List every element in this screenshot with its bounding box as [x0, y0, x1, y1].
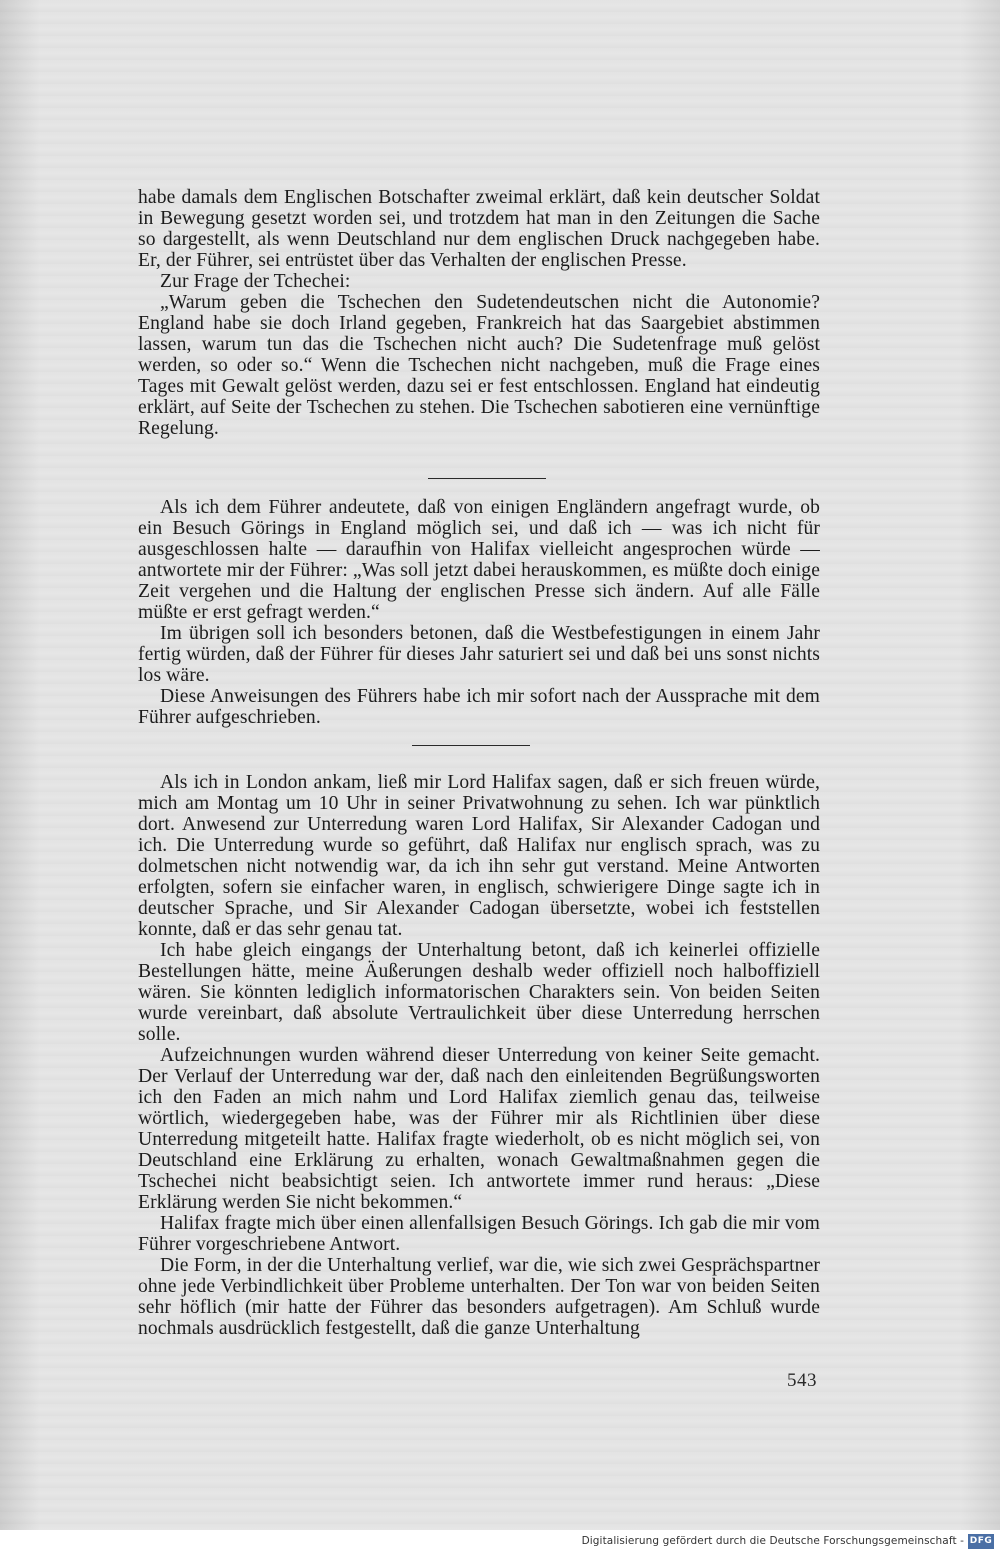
paragraph: Diese Anweisungen des Führers habe ich mir sofort nach der Aussprache mit dem Führer aufgeschrieben. [138, 686, 820, 728]
dfg-logo-icon: DFG [968, 1534, 994, 1549]
paragraph: Als ich in London ankam, ließ mir Lord Halifax sagen, daß er sich freuen würde, mich am Montag um 10 Uhr in seiner Privatwohnung zu sehen. Ich war pünktlich dort. Anwesend zur Unterredung waren Lord Halifax, Sir Alexander Cadogan und ich. Die Unterredung wurde so geführt, daß Halifax nur englisch sprach, was zu dolmetschen nicht notwendig war, da ich ihn sehr gut verstand. Meine Antworten erfolgten, sofern sie einfacher waren, in englisch, schwierigere Dinge sagte ich in deutscher Sprache, und Sir Alexander Cadogan übersetzte, wobei ich feststellen konnte, daß er das sehr genau tat. [138, 772, 820, 940]
paragraph: Als ich dem Führer andeutete, daß von einigen Engländern angefragt wurde, ob ein Besuch Görings in England möglich sei, und daß ich — was ich nicht für ausgeschlossen halte — daraufhin von Halifax vielleicht angesprochen würde — antwortete mir der Führer: „Was soll jetzt dabei herauskommen, es müßte doch einige Zeit vergehen und die Haltung der englischen Presse sich ändern. Auf alle Fälle müßte er erst gefragt werden.“ [138, 497, 820, 623]
section-separator [428, 478, 546, 479]
text-section-1 [138, 187, 820, 439]
digitization-footer [0, 1530, 1000, 1554]
footer-credit-text: Digitalisierung gefördert durch die Deutsche Forschungsgemeinschaft - [581, 1535, 964, 1547]
paragraph: habe damals dem Englischen Botschafter zweimal erklärt, daß kein deutscher Soldat in Bewegung gesetzt worden sei, und trotzdem hat man in den Zeitungen die Sache so dargestellt, als wenn Deutschland nur dem englischen Druck nachgegeben habe. Er, der Führer, sei entrüstet über das Verhalten der englischen Presse. [138, 187, 820, 271]
paragraph: Aufzeichnungen wurden während dieser Unterredung von keiner Seite gemacht. Der Verlauf der Unterredung war der, daß nach den einleitenden Begrüßungsworten ich den Faden an mich nahm und Lord Halifax ziemlich genau das, teilweise wörtlich, wiedergegeben habe, was der Führer mir als Richtlinien über diese Unterredung mitgeteilt hatte. Halifax fragte wiederholt, ob es nicht möglich sei, von Deutschland eine Erklärung zu erhalten, wonach Gewaltmaßnahmen gegen die Tschechei nicht beabsichtigt seien. Ich antwortete immer rund heraus: „Diese Erklärung werden Sie nicht bekommen.“ [138, 1045, 820, 1213]
page-number: 543 [787, 1370, 817, 1391]
paragraph: „Warum geben die Tschechen den Sudetendeutschen nicht die Autonomie? England habe sie doch Irland gegeben, Frankreich hat das Saargebiet abstimmen lassen, warum tun das die Tschechen nicht auch? Die Sudetenfrage muß gelöst werden, so oder so.“ Wenn die Tschechen nicht nachgeben, muß die Frage eines Tages mit Gewalt gelöst werden, dazu sei er fest entschlossen. England hat eindeutig erklärt, auf Seite der Tschechen zu stehen. Die Tschechen sabotieren eine vernünftige Regelung. [138, 292, 820, 439]
paragraph: Zur Frage der Tchechei: [160, 271, 351, 292]
paragraph: Halifax fragte mich über einen allenfallsigen Besuch Görings. Ich gab die mir vom Führer vorgeschriebene Antwort. [138, 1213, 820, 1255]
text-section-2 [138, 497, 820, 728]
paragraph: Ich habe gleich eingangs der Unterhaltung betont, daß ich keinerlei offizielle Bestellungen hätte, meine Äußerungen deshalb weder offiziell noch halboffiziell wären. Sie könnten lediglich informatorischen Charakters sein. Von beiden Seiten wurde vereinbart, daß absolute Vertraulichkeit über diese Unterredung herrschen solle. [138, 940, 820, 1045]
section-separator [412, 745, 530, 746]
paragraph: Die Form, in der die Unterhaltung verlief, war die, wie sich zwei Gesprächspartner ohne jede Verbindlichkeit über Probleme unterhalten. Der Ton war von beiden Seiten sehr höflich (mir hatte der Führer das besonders aufgetragen). Am Schluß wurde nochmals ausdrücklich festgestellt, daß die ganze Unterhaltung [138, 1255, 820, 1339]
paragraph: Im übrigen soll ich besonders betonen, daß die Westbefestigungen in einem Jahr fertig würden, daß der Führer für dieses Jahr saturiert sei und daß bei uns sonst nichts los wäre. [138, 623, 820, 686]
text-section-3 [138, 772, 820, 1339]
